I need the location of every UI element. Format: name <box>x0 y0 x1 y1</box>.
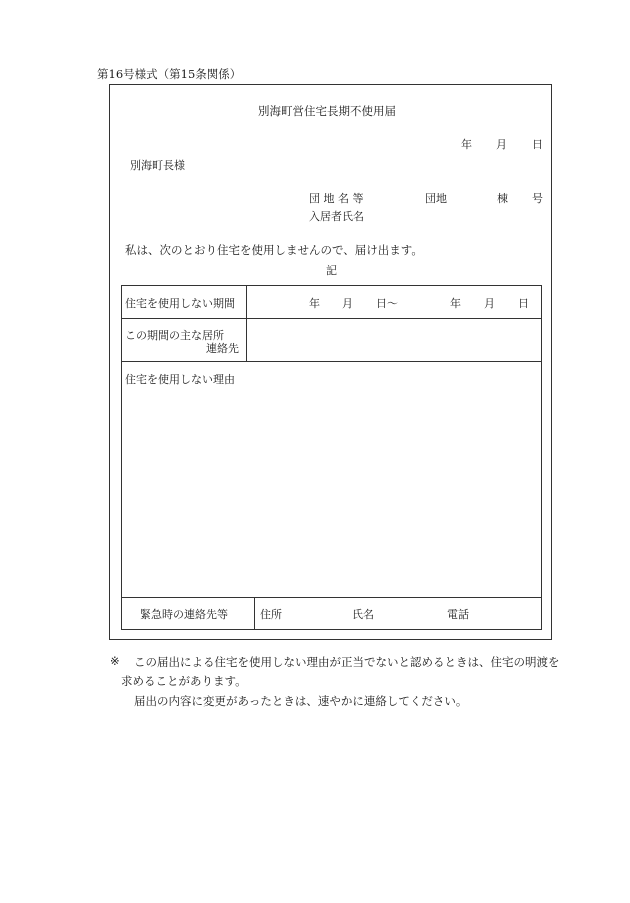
statement: 私は、次のとおり住宅を使用しませんので、届け出ます。 <box>125 243 423 257</box>
period-label: 住宅を使用しない期間 <box>125 297 235 310</box>
room-unit: 号 <box>532 192 543 205</box>
resident-name-label: 入居者氏名 <box>309 210 364 223</box>
period-from-month: 月 <box>342 297 353 310</box>
table-rule <box>121 361 542 362</box>
date-day: 日 <box>532 138 543 151</box>
emergency-contact-label: 緊急時の連絡先等 <box>140 608 228 621</box>
period-to-year: 年 <box>450 297 461 310</box>
form-title: 別海町営住宅長期不使用届 <box>258 104 396 118</box>
date-year: 年 <box>461 138 472 151</box>
period-from-day: 日〜 <box>376 297 398 310</box>
contact-label: 連絡先 <box>206 342 239 355</box>
table-rule <box>121 318 542 319</box>
addressee: 別海町長様 <box>130 159 185 172</box>
period-to-day: 日 <box>518 297 529 310</box>
table-rule <box>121 597 542 598</box>
name-label: 氏名 <box>352 608 374 621</box>
residence-label: この期間の主な居所 <box>125 329 224 342</box>
note-line-2: 求めることがあります。 <box>121 674 247 688</box>
note-mark: ※ <box>110 654 120 668</box>
form-number: 第16号様式（第15条関係） <box>97 67 242 81</box>
period-from-year: 年 <box>309 297 320 310</box>
table-column-divider <box>254 597 255 630</box>
reason-label: 住宅を使用しない理由 <box>125 373 235 386</box>
note-line-1: この届出による住宅を使用しない理由が正当でないと認めるときは、住宅の明渡を <box>134 655 560 669</box>
complex-unit: 団地 <box>425 192 447 205</box>
address-label: 住所 <box>260 608 282 621</box>
complex-label: 団 地 名 等 <box>309 192 364 205</box>
note-line-3: 届出の内容に変更があったときは、速やかに連絡してください。 <box>134 694 468 708</box>
date-month: 月 <box>496 138 507 151</box>
building-unit: 棟 <box>497 192 508 205</box>
table-column-divider <box>246 285 247 361</box>
phone-label: 電話 <box>447 608 469 621</box>
period-to-month: 月 <box>484 297 495 310</box>
ki-label: 記 <box>326 264 337 277</box>
